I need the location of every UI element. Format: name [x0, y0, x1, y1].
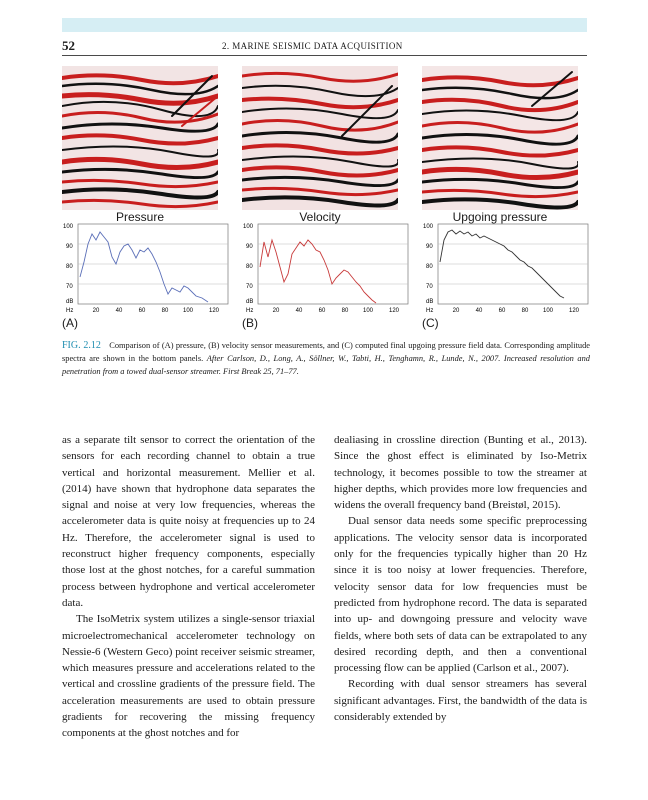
seismic-section-upgoing-pressure — [422, 66, 578, 210]
y-tick-label: 80 — [246, 264, 253, 270]
paragraph: dealiasing in crossline direction (Bunting et al., 2013). Since the ghost effect is eliminated by Iso-Metrix technology, it becomes possible to tow the streamer at higher depths, which provides more low frequencies and widens the overall frequency band (Breistøl, 2015). — [334, 434, 587, 512]
panel-title-velocity: Velocity — [299, 210, 341, 224]
x-tick-label: 20 — [452, 308, 460, 314]
x-tick-label: 60 — [318, 308, 326, 314]
y-unit-label: dB — [426, 299, 434, 305]
y-tick-label: 90 — [246, 244, 253, 250]
x-tick-label: 120 — [388, 308, 400, 314]
paragraph: The IsoMetrix system utilizes a single-sensor triaxial microelectromechanical accelerometer technology on Nessie-6 (Western Geco) point receiver seismic streamer, which measures pressure and accelerations related to the vertical and crossline gradients of the pressure field. The acceleration measurements are used to obtain pressure gradients for recovering the missing frequency components at the ghost notches and for — [62, 613, 315, 740]
x-tick-label: 120 — [568, 308, 580, 314]
paragraph: as a separate tilt sensor to correct the orientation of the sensors for each recording channel to obtain a true vertical and horizontal measurement. Mellier et al. (2014) have shown that hydrophone data separates the signal and noise at very low frequencies, whereas the accelerometer data is quite noisy at frequencies up to 24 Hz. Therefore, the accelerometer signal is used to reconstruct higher frequency components, especially those lost at the ghost notches, for a careful summation process between hydrophone and vertical accelerometer data. — [62, 434, 315, 609]
x-tick-label: 100 — [182, 308, 194, 314]
body-column-left — [62, 432, 315, 742]
y-tick-label: 70 — [66, 284, 73, 290]
seismic-section-velocity — [242, 66, 398, 210]
body-column-right — [334, 432, 587, 725]
y-tick-label: 70 — [426, 284, 433, 290]
page-number: 52 — [62, 38, 75, 53]
caption-text: Comparison of (A) pressure, (B) velocity sensor measurements, and (C) computed final upgoing pressure field data. Corresponding amplitude spectra are shown in the bottom panels. — [62, 341, 590, 363]
panel-title-upgoing-pressure: Upgoing pressure — [452, 210, 548, 224]
y-tick-label: 70 — [246, 284, 253, 290]
panel-label-c: (C) — [422, 316, 439, 330]
panel-label-a: (A) — [62, 316, 78, 330]
y-tick-label: 100 — [423, 224, 434, 230]
y-tick-label: 90 — [66, 244, 73, 250]
y-tick-label: 80 — [426, 264, 433, 270]
x-tick-label: 80 — [161, 308, 169, 314]
x-tick-label: 20 — [92, 308, 100, 314]
y-tick-label: 80 — [66, 264, 73, 270]
x-tick-label: 60 — [138, 308, 146, 314]
y-unit-label: dB — [246, 299, 254, 305]
y-tick-label: 90 — [426, 244, 433, 250]
spectrum-velocity — [242, 222, 414, 322]
panel-label-b: (B) — [242, 316, 258, 330]
x-tick-label: 40 — [475, 308, 483, 314]
x-unit-label: Hz — [66, 308, 74, 314]
x-tick-label: 120 — [208, 308, 220, 314]
x-tick-label: 100 — [542, 308, 554, 314]
figure-caption — [62, 339, 590, 378]
x-tick-label: 80 — [341, 308, 349, 314]
y-unit-label: dB — [66, 299, 74, 305]
x-unit-label: Hz — [246, 308, 254, 314]
figure-2-12 — [62, 66, 592, 334]
seismic-section-pressure — [62, 66, 218, 210]
caption-source: After Carlson, D., Long, A., Söllner, W., Tabti, H., Tenghamn, R., Lunde, N., 2007. Increased resolution and penetration from a towed dual-sensor streamer. First Break 25, 71–77. — [62, 354, 590, 376]
header-rule — [62, 55, 587, 56]
x-tick-label: 100 — [362, 308, 374, 314]
x-tick-label: 40 — [115, 308, 123, 314]
y-tick-label: 100 — [63, 224, 74, 230]
x-tick-label: 60 — [498, 308, 506, 314]
figure-label: FIG. 2.12 — [62, 340, 101, 351]
paragraph: Recording with dual sensor streamers has several significant advantages. First, the bandwidth of the data is considerably extended by — [334, 678, 587, 724]
spectrum-upgoing-pressure — [422, 222, 594, 322]
spectrum-pressure — [62, 222, 234, 322]
x-tick-label: 80 — [521, 308, 529, 314]
x-unit-label: Hz — [426, 308, 434, 314]
top-color-bar — [62, 18, 587, 32]
panel-title-pressure: Pressure — [115, 210, 165, 224]
x-tick-label: 40 — [295, 308, 303, 314]
y-tick-label: 100 — [243, 224, 254, 230]
running-head: 2. MARINE SEISMIC DATA ACQUISITION — [222, 41, 403, 51]
paragraph: Dual sensor data needs some specific preprocessing applications. The velocity sensor data is incorporated only for the frequencies typically higher than 20 Hz since it is too noisy at lower frequencies. Therefore, velocity sensor data for low frequencies must be predicted from hydrophone record. The data is separated into up- and downgoing pressure and velocity wave fields, where both sets of data can be extrapolated to any desired recording depth, and then a conventional processing flow can be applied (Carlson et al., 2007). — [334, 515, 587, 675]
x-tick-label: 20 — [272, 308, 280, 314]
